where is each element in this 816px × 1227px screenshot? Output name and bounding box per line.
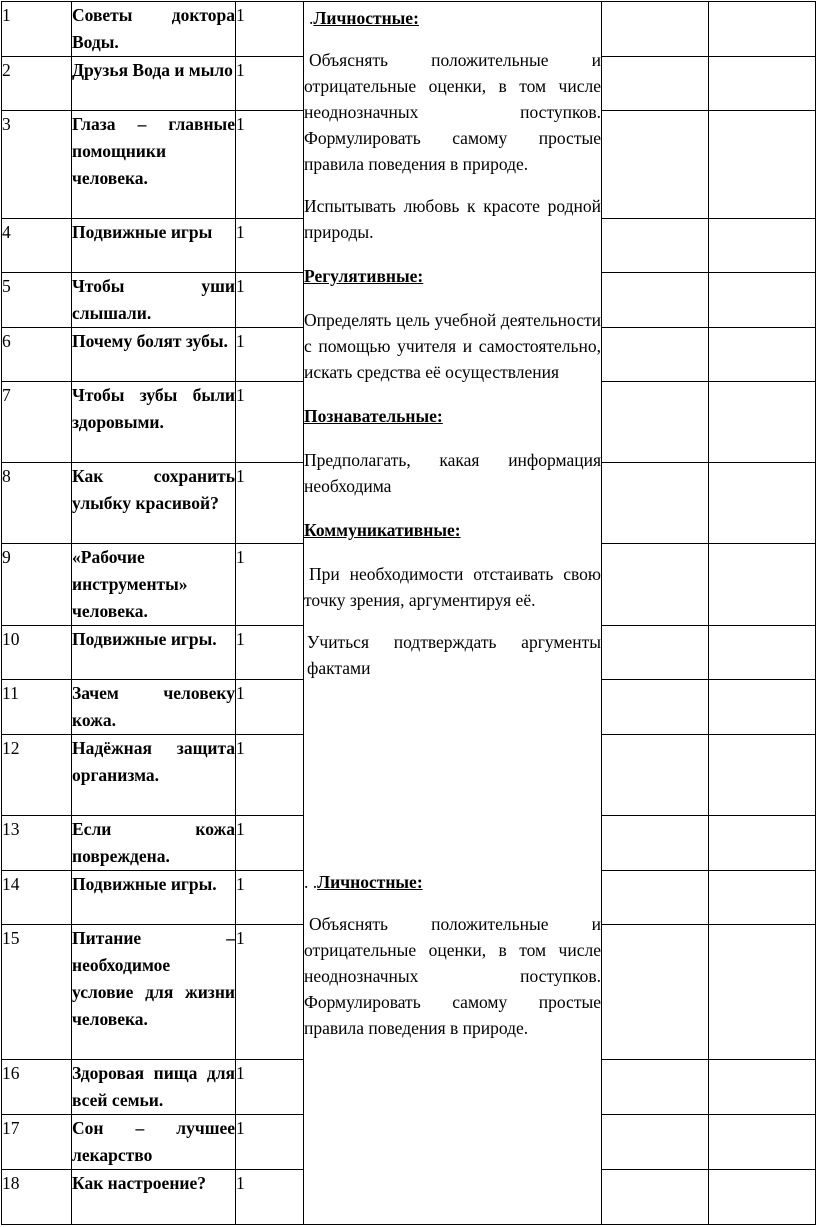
- lesson-hours: 1: [236, 2, 304, 57]
- communicative-text-facts: Учиться подтверждать аргументы фактами: [307, 632, 601, 678]
- date-fact-cell: [709, 463, 816, 544]
- lesson-hours: 1: [236, 219, 304, 273]
- lesson-hours: 1: [236, 1060, 304, 1115]
- lesson-hours: 1: [236, 382, 304, 463]
- date-plan-cell: [602, 871, 709, 925]
- lesson-number: 16: [2, 1060, 72, 1115]
- lesson-number: 14: [2, 871, 72, 925]
- lesson-topic: Подвижные игры.: [72, 871, 236, 925]
- communicative-text: При необходимости отстаивать свою точку зрения, аргументируя её.: [304, 564, 601, 610]
- date-plan-cell: [602, 111, 709, 219]
- lesson-hours: 1: [236, 328, 304, 382]
- lesson-number: 9: [2, 544, 72, 626]
- date-fact-cell: [709, 816, 816, 871]
- lesson-topic: Чтобы зубы были здоровыми.: [72, 382, 236, 463]
- date-plan-cell: [602, 273, 709, 328]
- date-plan-cell: [602, 1170, 709, 1225]
- lesson-number: 4: [2, 219, 72, 273]
- regulatory-text: Определять цель учебной деятельности с помощью учителя и самостоятельно, искать средства её осуществления: [304, 310, 601, 382]
- lesson-number: 12: [2, 735, 72, 816]
- lesson-hours: 1: [236, 626, 304, 680]
- lesson-number: 11: [2, 680, 72, 735]
- lesson-hours: 1: [236, 925, 304, 1060]
- date-fact-cell: [709, 382, 816, 463]
- date-plan-cell: [602, 680, 709, 735]
- personal2-text: Объяснять положительные и отрицательные оценки, в том числе неоднозначных поступков. Формулировать самому простые правила поведения в природе.: [304, 914, 601, 1038]
- personal2-header: Личностные:: [317, 872, 423, 892]
- date-fact-cell: [709, 111, 816, 219]
- lesson-topic: Друзья Вода и мыло: [72, 57, 236, 111]
- date-plan-cell: [602, 382, 709, 463]
- lesson-hours: 1: [236, 1115, 304, 1170]
- lesson-topic: Питание – необходимое условие для жизни человека.: [72, 925, 236, 1060]
- lesson-number: 6: [2, 328, 72, 382]
- lesson-number: 3: [2, 111, 72, 219]
- date-plan-cell: [602, 626, 709, 680]
- lesson-number: 10: [2, 626, 72, 680]
- regulatory-header: Регулятивные:: [304, 266, 424, 286]
- personal-text: Объяснять положительные и отрицательные оценки, в том числе неоднозначных поступков. Формулировать самому простые правила поведения в природе.: [304, 50, 601, 174]
- lesson-topic: Подвижные игры.: [72, 626, 236, 680]
- lesson-topic: Сон – лучшее лекарство: [72, 1115, 236, 1170]
- lesson-number: 15: [2, 925, 72, 1060]
- lesson-hours: 1: [236, 273, 304, 328]
- date-fact-cell: [709, 57, 816, 111]
- lesson-number: 8: [2, 463, 72, 544]
- lesson-topic: Надёжная защита организма.: [72, 735, 236, 816]
- lesson-number: 1: [2, 2, 72, 57]
- date-fact-cell: [709, 544, 816, 626]
- date-plan-cell: [602, 735, 709, 816]
- lesson-plan-table: [1, 1, 816, 1225]
- cognitive-header: Познавательные:: [304, 406, 443, 426]
- lesson-number: 13: [2, 816, 72, 871]
- lesson-number: 17: [2, 1115, 72, 1170]
- date-fact-cell: [709, 1170, 816, 1225]
- date-fact-cell: [709, 328, 816, 382]
- lesson-hours: 1: [236, 57, 304, 111]
- date-plan-cell: [602, 463, 709, 544]
- lesson-topic: Чтобы уши слышали.: [72, 273, 236, 328]
- date-plan-cell: [602, 1060, 709, 1115]
- lesson-topic: Зачем человеку кожа.: [72, 680, 236, 735]
- lesson-topic: Советы доктора Воды.: [72, 2, 236, 57]
- date-fact-cell: [709, 219, 816, 273]
- lesson-number: 18: [2, 1170, 72, 1225]
- lesson-topic: Подвижные игры: [72, 219, 236, 273]
- date-plan-cell: [602, 925, 709, 1060]
- lesson-topic: Здоровая пища для всей семьи.: [72, 1060, 236, 1115]
- personal-text-love: Испытывать любовь к красоте родной природы.: [304, 196, 601, 242]
- cognitive-text: Предполагать, какая информация необходима: [304, 450, 601, 496]
- date-plan-cell: [602, 328, 709, 382]
- lesson-topic: «Рабочие инструменты» человека.: [72, 544, 236, 626]
- personal-prefix: .: [309, 8, 314, 28]
- date-plan-cell: [602, 57, 709, 111]
- date-plan-cell: [602, 219, 709, 273]
- lesson-hours: 1: [236, 871, 304, 925]
- lesson-topic: Почему болят зубы.: [72, 328, 236, 382]
- lesson-number: 2: [2, 57, 72, 111]
- date-plan-cell: [602, 2, 709, 57]
- date-fact-cell: [709, 1060, 816, 1115]
- lesson-hours: 1: [236, 111, 304, 219]
- learning-outcomes-cell: [304, 2, 602, 1225]
- lesson-hours: 1: [236, 735, 304, 816]
- lesson-hours: 1: [236, 544, 304, 626]
- date-fact-cell: [709, 680, 816, 735]
- personal-header: Личностные:: [313, 8, 419, 28]
- lesson-number: 5: [2, 273, 72, 328]
- date-fact-cell: [709, 2, 816, 57]
- date-fact-cell: [709, 871, 816, 925]
- communicative-header: Коммуникативные:: [304, 520, 461, 540]
- date-fact-cell: [709, 273, 816, 328]
- lesson-topic: Как сохранить улыбку красивой?: [72, 463, 236, 544]
- lesson-hours: 1: [236, 680, 304, 735]
- personal2-prefix: . .: [304, 872, 318, 892]
- lesson-topic: Если кожа повреждена.: [72, 816, 236, 871]
- date-plan-cell: [602, 816, 709, 871]
- lesson-number: 7: [2, 382, 72, 463]
- date-fact-cell: [709, 626, 816, 680]
- date-plan-cell: [602, 544, 709, 626]
- date-plan-cell: [602, 1115, 709, 1170]
- lesson-topic: Как настроение?: [72, 1170, 236, 1225]
- table-row: [2, 2, 816, 57]
- date-fact-cell: [709, 925, 816, 1060]
- lesson-topic: Глаза – главные помощники человека.: [72, 111, 236, 219]
- lesson-hours: 1: [236, 816, 304, 871]
- lesson-hours: 1: [236, 1170, 304, 1225]
- date-fact-cell: [709, 1115, 816, 1170]
- date-fact-cell: [709, 735, 816, 816]
- lesson-hours: 1: [236, 463, 304, 544]
